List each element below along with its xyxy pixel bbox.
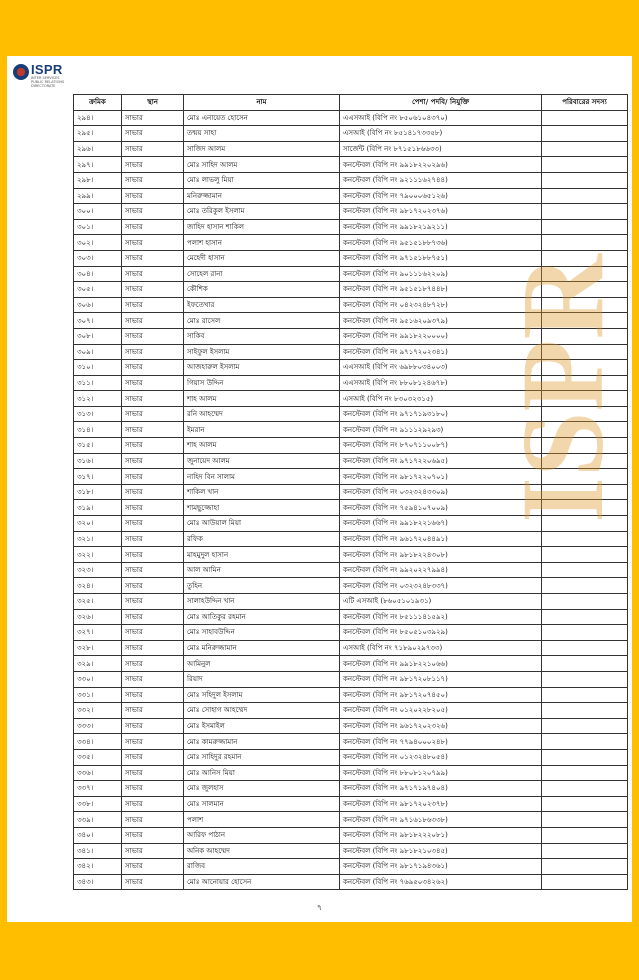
family-member-cell bbox=[542, 703, 628, 719]
family-member-cell bbox=[542, 718, 628, 734]
place-cell: সাভার bbox=[122, 516, 184, 532]
place-cell: সাভার bbox=[122, 172, 184, 188]
designation-cell: কনস্টেবল (বিপি নং ০৩২৩২৪৩৩০৯) bbox=[340, 484, 542, 500]
serial-cell: ৩২৬। bbox=[74, 609, 122, 625]
place-cell: সাভার bbox=[122, 734, 184, 750]
designation-cell: কনস্টেবল (বিপি নং ৯০১১১৬২২০৯) bbox=[340, 266, 542, 282]
family-member-cell bbox=[542, 640, 628, 656]
name-cell: মোঃ তরিকুল ইসলাম bbox=[184, 204, 340, 220]
name-cell: মোঃ ইসমাইল bbox=[184, 718, 340, 734]
table-row bbox=[74, 734, 628, 750]
place-cell: সাভার bbox=[122, 531, 184, 547]
designation-cell: এসআই (বিপি নং ৮৩০৩২৩১৫) bbox=[340, 391, 542, 407]
serial-cell: ৩১৫। bbox=[74, 438, 122, 454]
table-row bbox=[74, 110, 628, 126]
serial-cell: ৩৪১। bbox=[74, 843, 122, 859]
serial-cell: ৩৩৬। bbox=[74, 765, 122, 781]
serial-cell: ৩১৮। bbox=[74, 484, 122, 500]
table-row bbox=[74, 671, 628, 687]
name-cell: সাকিব bbox=[184, 328, 340, 344]
designation-cell: কনস্টেবল (বিপি নং ৯৭১৭১৯৩১৮০) bbox=[340, 406, 542, 422]
place-cell: সাভার bbox=[122, 360, 184, 376]
serial-cell: ৩৩৩। bbox=[74, 718, 122, 734]
family-member-cell bbox=[542, 671, 628, 687]
place-cell: সাভার bbox=[122, 718, 184, 734]
place-cell: সাভার bbox=[122, 827, 184, 843]
place-cell: সাভার bbox=[122, 422, 184, 438]
designation-cell: কনস্টেবল (বিপি নং ৯৭১৫১৮৮৭৫১) bbox=[340, 250, 542, 266]
serial-cell: ৩০৮। bbox=[74, 328, 122, 344]
designation-cell: কনস্টেবল (বিপি নং ৯৫১৫১৮৭৪৪৮) bbox=[340, 282, 542, 298]
name-cell: শামছুজ্জোহা bbox=[184, 500, 340, 516]
serial-cell: ৩৪৩। bbox=[74, 874, 122, 890]
serial-cell: ৩১৩। bbox=[74, 406, 122, 422]
family-member-cell bbox=[542, 827, 628, 843]
family-member-cell bbox=[542, 578, 628, 594]
document-page bbox=[7, 56, 632, 922]
header-designation: পেশা/ পদবি/ নিযুক্তি bbox=[340, 95, 542, 111]
name-cell: মোঃ আউয়াল মিয়া bbox=[184, 516, 340, 532]
family-member-cell bbox=[542, 859, 628, 875]
place-cell: সাভার bbox=[122, 157, 184, 173]
family-member-cell bbox=[542, 874, 628, 890]
page-number: ৭ bbox=[316, 903, 323, 912]
serial-cell: ৩২৯। bbox=[74, 656, 122, 672]
place-cell: সাভার bbox=[122, 640, 184, 656]
place-cell: সাভার bbox=[122, 375, 184, 391]
place-cell: সাভার bbox=[122, 204, 184, 220]
table-row bbox=[74, 765, 628, 781]
designation-cell: কনস্টেবল (বিপি নং ৯৭১৭১৯৭৪০৪) bbox=[340, 781, 542, 797]
logo-subtitle: INTER SERVICES PUBLIC RELATIONS DIRECTORATE bbox=[31, 76, 65, 88]
serial-cell: ৩৩০। bbox=[74, 671, 122, 687]
family-member-cell bbox=[542, 765, 628, 781]
serial-cell: ৩০৩। bbox=[74, 250, 122, 266]
place-cell: সাভার bbox=[122, 765, 184, 781]
name-cell: গিয়াস উদ্দিন bbox=[184, 375, 340, 391]
designation-cell: কনস্টেবল (বিপি নং ৭৯০০০৬৫১২৬) bbox=[340, 188, 542, 204]
serial-cell: ৩৩৫। bbox=[74, 749, 122, 765]
table-row bbox=[74, 718, 628, 734]
place-cell: সাভার bbox=[122, 594, 184, 610]
place-cell: সাভার bbox=[122, 126, 184, 142]
name-cell: মোঃ লাভলু মিয়া bbox=[184, 172, 340, 188]
place-cell: সাভার bbox=[122, 500, 184, 516]
designation-cell: কনস্টেবল (বিপি নং ৮৭০৭১১০০৮৭) bbox=[340, 438, 542, 454]
name-cell: মাহমুদুল হাসান bbox=[184, 547, 340, 563]
table-row bbox=[74, 578, 628, 594]
designation-cell: কনস্টেবল (বিপি নং ৯৯১৮২২০০০০) bbox=[340, 328, 542, 344]
logo-text: ISPR bbox=[31, 62, 63, 77]
name-cell: মোঃ সালমান bbox=[184, 796, 340, 812]
name-cell: আজহারুল ইসলাম bbox=[184, 360, 340, 376]
place-cell: সাভার bbox=[122, 141, 184, 157]
family-member-cell bbox=[542, 110, 628, 126]
name-cell: সাইফুল ইসলাম bbox=[184, 344, 340, 360]
table-row bbox=[74, 172, 628, 188]
family-member-cell bbox=[542, 172, 628, 188]
table-row bbox=[74, 141, 628, 157]
place-cell: সাভার bbox=[122, 703, 184, 719]
family-member-cell bbox=[542, 687, 628, 703]
designation-cell: কনস্টেবল (বিপি নং ৯৮১৮২২৪৩০৮) bbox=[340, 547, 542, 563]
place-cell: সাভার bbox=[122, 843, 184, 859]
name-cell: রিয়াদ bbox=[184, 671, 340, 687]
place-cell: সাভার bbox=[122, 781, 184, 797]
family-member-cell bbox=[542, 812, 628, 828]
table-row bbox=[74, 126, 628, 142]
designation-cell: কনস্টেবল (বিপি নং ৯২১১১৬২৭৪৪) bbox=[340, 172, 542, 188]
table-row bbox=[74, 188, 628, 204]
place-cell: সাভার bbox=[122, 625, 184, 641]
name-cell: শাহ আলম bbox=[184, 391, 340, 407]
place-cell: সাভার bbox=[122, 188, 184, 204]
table-row bbox=[74, 796, 628, 812]
family-member-cell bbox=[542, 625, 628, 641]
designation-cell: কনস্টেবল (বিপি নং ৯৯১৮২১৯২১১) bbox=[340, 219, 542, 235]
name-cell: শাকিল খান bbox=[184, 484, 340, 500]
serial-cell: ৩০১। bbox=[74, 219, 122, 235]
serial-cell: ৩১৯। bbox=[74, 500, 122, 516]
header-family-member: পরিবারের সদস্য bbox=[542, 95, 628, 111]
name-cell: মোঃ জুলহাস bbox=[184, 781, 340, 797]
place-cell: সাভার bbox=[122, 453, 184, 469]
table-row bbox=[74, 531, 628, 547]
serial-cell: ৩৩৭। bbox=[74, 781, 122, 797]
serial-cell: ৩০৪। bbox=[74, 266, 122, 282]
name-cell: মোঃ সাহাবউদ্দিন bbox=[184, 625, 340, 641]
name-cell: তুহিন bbox=[184, 578, 340, 594]
place-cell: সাভার bbox=[122, 406, 184, 422]
serial-cell: ২৯৬। bbox=[74, 141, 122, 157]
designation-cell: কনস্টেবল (বিপি নং ৯৮১৭২০২৩৭৮) bbox=[340, 796, 542, 812]
family-member-cell bbox=[542, 562, 628, 578]
serial-cell: ৩১৪। bbox=[74, 422, 122, 438]
family-member-cell bbox=[542, 796, 628, 812]
designation-cell: কনস্টেবল (বিপি নং ৯৫১৬২০৯৩৭৯) bbox=[340, 313, 542, 329]
table-row bbox=[74, 547, 628, 563]
ispr-emblem-icon bbox=[13, 64, 29, 80]
place-cell: সাভার bbox=[122, 484, 184, 500]
place-cell: সাভার bbox=[122, 344, 184, 360]
name-cell: মেহেদী হাসান bbox=[184, 250, 340, 266]
place-cell: সাভার bbox=[122, 859, 184, 875]
serial-cell: ৩২৮। bbox=[74, 640, 122, 656]
name-cell: শাহ আলম bbox=[184, 438, 340, 454]
name-cell: পলাশ bbox=[184, 812, 340, 828]
place-cell: সাভার bbox=[122, 671, 184, 687]
serial-cell: ৩২৪। bbox=[74, 578, 122, 594]
place-cell: সাভার bbox=[122, 749, 184, 765]
name-cell: অনিক আহম্মেদ bbox=[184, 843, 340, 859]
table-row bbox=[74, 609, 628, 625]
serial-cell: ২৯৮। bbox=[74, 172, 122, 188]
table-row bbox=[74, 625, 628, 641]
family-member-cell bbox=[542, 126, 628, 142]
table-row bbox=[74, 219, 628, 235]
place-cell: সাভার bbox=[122, 469, 184, 485]
ispr-logo bbox=[13, 62, 73, 88]
designation-cell: কনস্টেবল (বিপি নং ৯৯২০২২৭৯৯৪) bbox=[340, 562, 542, 578]
place-cell: সাভার bbox=[122, 266, 184, 282]
place-cell: সাভার bbox=[122, 438, 184, 454]
designation-cell: কনস্টেবল (বিপি নং ৯৯১৮২২০২৯৬) bbox=[340, 157, 542, 173]
place-cell: সাভার bbox=[122, 812, 184, 828]
designation-cell: কনস্টেবল (বিপি নং ০৩২৩২৪৮৩৩৭) bbox=[340, 578, 542, 594]
serial-cell: ৩৩২। bbox=[74, 703, 122, 719]
name-cell: মোঃ রাসেল bbox=[184, 313, 340, 329]
name-cell: কৌশিক bbox=[184, 282, 340, 298]
serial-cell: ২৯৭। bbox=[74, 157, 122, 173]
family-member-cell bbox=[542, 749, 628, 765]
header-name: নাম bbox=[184, 95, 340, 111]
place-cell: সাভার bbox=[122, 219, 184, 235]
designation-cell: কনস্টেবল (বিপি নং ৮৫১১১৪১৫৯২) bbox=[340, 609, 542, 625]
name-cell: সোহেল রানা bbox=[184, 266, 340, 282]
place-cell: সাভার bbox=[122, 874, 184, 890]
table-row bbox=[74, 703, 628, 719]
designation-cell: এসআই (বিপি নং ৭১৮৯০২৯৭৩৩) bbox=[340, 640, 542, 656]
serial-cell: ৩২৭। bbox=[74, 625, 122, 641]
serial-cell: ৩৪২। bbox=[74, 859, 122, 875]
serial-cell: ৩৩৯। bbox=[74, 812, 122, 828]
name-cell: মনিরুজ্জামান bbox=[184, 188, 340, 204]
serial-cell: ২৯৫। bbox=[74, 126, 122, 142]
name-cell: পলাশ হাসান bbox=[184, 235, 340, 251]
place-cell: সাভার bbox=[122, 313, 184, 329]
serial-cell: ৩২২। bbox=[74, 547, 122, 563]
serial-cell: ৩০৭। bbox=[74, 313, 122, 329]
serial-cell: ৩৩৪। bbox=[74, 734, 122, 750]
name-cell: মোঃ সাহিদুর রহমান bbox=[184, 749, 340, 765]
table-row bbox=[74, 749, 628, 765]
family-member-cell bbox=[542, 547, 628, 563]
table-row bbox=[74, 562, 628, 578]
designation-cell: এসআই (বিপি নং ৮৫১৪১৭৩৩৫৮) bbox=[340, 126, 542, 142]
designation-cell: এএসআই (বিপি নং ৮৫০৬১০৪৩৭০) bbox=[340, 110, 542, 126]
name-cell: রাজিব bbox=[184, 859, 340, 875]
serial-cell: ৩১৭। bbox=[74, 469, 122, 485]
designation-cell: কনস্টেবল (বিপি নং ৯৮১৮২১০৩৪৫) bbox=[340, 843, 542, 859]
table-header-row bbox=[74, 95, 628, 111]
place-cell: সাভার bbox=[122, 547, 184, 563]
designation-cell: কনস্টেবল (বিপি নং ৯৮১৮২২২০৮১) bbox=[340, 827, 542, 843]
name-cell: মোঃ আতিকুর রহমান bbox=[184, 609, 340, 625]
designation-cell: সার্জেন্ট (বিপি নং ৮৭১৫১৮৬৬৩৩) bbox=[340, 141, 542, 157]
place-cell: সাভার bbox=[122, 297, 184, 313]
designation-cell: কনস্টেবল (বিপি নং ৮৮০৮১২০৭৯৯) bbox=[340, 765, 542, 781]
place-cell: সাভার bbox=[122, 687, 184, 703]
name-cell: ইমরান bbox=[184, 422, 340, 438]
name-cell: মোঃ সোহাগ আহম্মেদ bbox=[184, 703, 340, 719]
family-member-cell bbox=[542, 734, 628, 750]
table-row bbox=[74, 827, 628, 843]
family-member-cell bbox=[542, 204, 628, 220]
name-cell: রনি আহম্মেদ bbox=[184, 406, 340, 422]
designation-cell: কনস্টেবল (বিপি নং ৯৭১৬১৮৬৩৩৮) bbox=[340, 812, 542, 828]
family-member-cell bbox=[542, 609, 628, 625]
designation-cell: কনস্টেবল (বিপি নং ০১২০২২৮২০৫) bbox=[340, 703, 542, 719]
family-member-cell bbox=[542, 781, 628, 797]
name-cell: আমিনুল bbox=[184, 656, 340, 672]
designation-cell: কনস্টেবল (বিপি নং ৯৯১৮২২১৬৬৭) bbox=[340, 516, 542, 532]
table-row bbox=[74, 594, 628, 610]
serial-cell: ৩১১। bbox=[74, 375, 122, 391]
designation-cell: কনস্টেবল (বিপি নং ৯৮১৭২২০৭০১) bbox=[340, 469, 542, 485]
place-cell: সাভার bbox=[122, 562, 184, 578]
name-cell: তন্ময় সাহা bbox=[184, 126, 340, 142]
name-cell: জুনায়েদ আলম bbox=[184, 453, 340, 469]
table-row bbox=[74, 157, 628, 173]
serial-cell: ৩২১। bbox=[74, 531, 122, 547]
table-row bbox=[74, 812, 628, 828]
name-cell: ইফতেখার bbox=[184, 297, 340, 313]
name-cell: রফিক bbox=[184, 531, 340, 547]
serial-cell: ৩০৫। bbox=[74, 282, 122, 298]
family-member-cell bbox=[542, 235, 628, 251]
designation-cell: কনস্টেবল (বিপি নং ৯৮১৭১৯৪৩৬১) bbox=[340, 859, 542, 875]
name-cell: নাহিদ বিন সালাম bbox=[184, 469, 340, 485]
designation-cell: কনস্টেবল (বিপি নং ৯৯১৮২২১০৬৬) bbox=[340, 656, 542, 672]
name-cell: মোঃ সহিদুল ইসলাম bbox=[184, 687, 340, 703]
designation-cell: এএসআই (বিপি নং ৬৯৮৮০৩৪০০৩) bbox=[340, 360, 542, 376]
name-cell: মোঃ আনোয়ার হোসেন bbox=[184, 874, 340, 890]
designation-cell: কনস্টেবল (বিপি নং ৭৫৯৪১০৭০০৯) bbox=[340, 500, 542, 516]
designation-cell: এটি এসআই (৮৬০৫১০১৯৩১) bbox=[340, 594, 542, 610]
family-member-cell bbox=[542, 594, 628, 610]
serial-cell: ৩১৬। bbox=[74, 453, 122, 469]
family-member-cell bbox=[542, 843, 628, 859]
serial-cell: ৩২৩। bbox=[74, 562, 122, 578]
table-row bbox=[74, 640, 628, 656]
designation-cell: কনস্টেবল (বিপি নং ৯৬১৭২০২৩২৬) bbox=[340, 718, 542, 734]
header-serial: ক্রমিক bbox=[74, 95, 122, 111]
designation-cell: কনস্টেবল (বিপি নং ০৪২৩২৪৮৭২৮) bbox=[340, 297, 542, 313]
table-row bbox=[74, 656, 628, 672]
place-cell: সাভার bbox=[122, 250, 184, 266]
table-row bbox=[74, 687, 628, 703]
table-row bbox=[74, 874, 628, 890]
name-cell: আল আমিন bbox=[184, 562, 340, 578]
designation-cell: কনস্টেবল (বিপি নং ৯৫১৫১৮৮৭৩৬) bbox=[340, 235, 542, 251]
designation-cell: কনস্টেবল (বিপি নং ৮৫০৫১০৩৯২৯) bbox=[340, 625, 542, 641]
table-row bbox=[74, 204, 628, 220]
serial-cell: ৩৩৮। bbox=[74, 796, 122, 812]
name-cell: মোঃ কামরুজ্জামান bbox=[184, 734, 340, 750]
designation-cell: কনস্টেবল (বিপি নং ০১২৩২৪৮০৫৪) bbox=[340, 749, 542, 765]
family-member-cell bbox=[542, 188, 628, 204]
name-cell: মোঃ মনিরুজ্জামান bbox=[184, 640, 340, 656]
designation-cell: কনস্টেবল (বিপি নং ৯৮১৭২০৭৪৫০) bbox=[340, 687, 542, 703]
table-row bbox=[74, 781, 628, 797]
place-cell: সাভার bbox=[122, 656, 184, 672]
serial-cell: ৩১০। bbox=[74, 360, 122, 376]
family-member-cell bbox=[542, 656, 628, 672]
family-member-cell bbox=[542, 157, 628, 173]
name-cell: মোঃ সাহিদ আলম bbox=[184, 157, 340, 173]
name-cell: সালাহউদ্দিন খান bbox=[184, 594, 340, 610]
place-cell: সাভার bbox=[122, 391, 184, 407]
table-row bbox=[74, 843, 628, 859]
designation-cell: কনস্টেবল (বিপি নং ৯৮১৭২০২৩৭৬) bbox=[340, 204, 542, 220]
family-member-cell bbox=[542, 531, 628, 547]
serial-cell: ৩০০। bbox=[74, 204, 122, 220]
designation-cell: কনস্টেবল (বিপি নং ৭৬৯৫০৩৪২৬২) bbox=[340, 874, 542, 890]
serial-cell: ৩৪০। bbox=[74, 827, 122, 843]
place-cell: সাভার bbox=[122, 328, 184, 344]
serial-cell: ৩০৬। bbox=[74, 297, 122, 313]
serial-cell: ৩২০। bbox=[74, 516, 122, 532]
table-row bbox=[74, 235, 628, 251]
place-cell: সাভার bbox=[122, 282, 184, 298]
designation-cell: কনস্টেবল (বিপি নং ৭৭৯৪০০০২৪৮) bbox=[340, 734, 542, 750]
serial-cell: ২৯৪। bbox=[74, 110, 122, 126]
designation-cell: কনস্টেবল (বিপি নং ৯৬১৭২০৪৪৯১) bbox=[340, 531, 542, 547]
place-cell: সাভার bbox=[122, 609, 184, 625]
name-cell: মোঃ এনায়েত হোসেন bbox=[184, 110, 340, 126]
designation-cell: এএসআই (বিপি নং ৮৮০৮১২৪৬৭৮) bbox=[340, 375, 542, 391]
name-cell: আরিফ পাঠান bbox=[184, 827, 340, 843]
ispr-watermark: ISPR bbox=[497, 254, 628, 523]
serial-cell: ২৯৯। bbox=[74, 188, 122, 204]
place-cell: সাভার bbox=[122, 110, 184, 126]
serial-cell: ৩২৫। bbox=[74, 594, 122, 610]
designation-cell: কনস্টেবল (বিপি নং ৯১১১২৯২৯৩) bbox=[340, 422, 542, 438]
name-cell: মোঃ আনিস মিয়া bbox=[184, 765, 340, 781]
family-member-cell bbox=[542, 219, 628, 235]
serial-cell: ৩১২। bbox=[74, 391, 122, 407]
place-cell: সাভার bbox=[122, 235, 184, 251]
serial-cell: ৩৩১। bbox=[74, 687, 122, 703]
designation-cell: কনস্টেবল (বিপি নং ৯৮১৭২০৮১১৭) bbox=[340, 671, 542, 687]
serial-cell: ৩০২। bbox=[74, 235, 122, 251]
name-cell: জাহিদ হাসান শাকিল bbox=[184, 219, 340, 235]
table-row bbox=[74, 859, 628, 875]
place-cell: সাভার bbox=[122, 578, 184, 594]
family-member-cell bbox=[542, 141, 628, 157]
designation-cell: কনস্টেবল (বিপি নং ৯৭১৭২০২৩৪১) bbox=[340, 344, 542, 360]
header-place: স্থান bbox=[122, 95, 184, 111]
name-cell: সাজিদ আলম bbox=[184, 141, 340, 157]
serial-cell: ৩০৯। bbox=[74, 344, 122, 360]
place-cell: সাভার bbox=[122, 796, 184, 812]
designation-cell: কনস্টেবল (বিপি নং ৯৭১৭২২০৬৯৫) bbox=[340, 453, 542, 469]
